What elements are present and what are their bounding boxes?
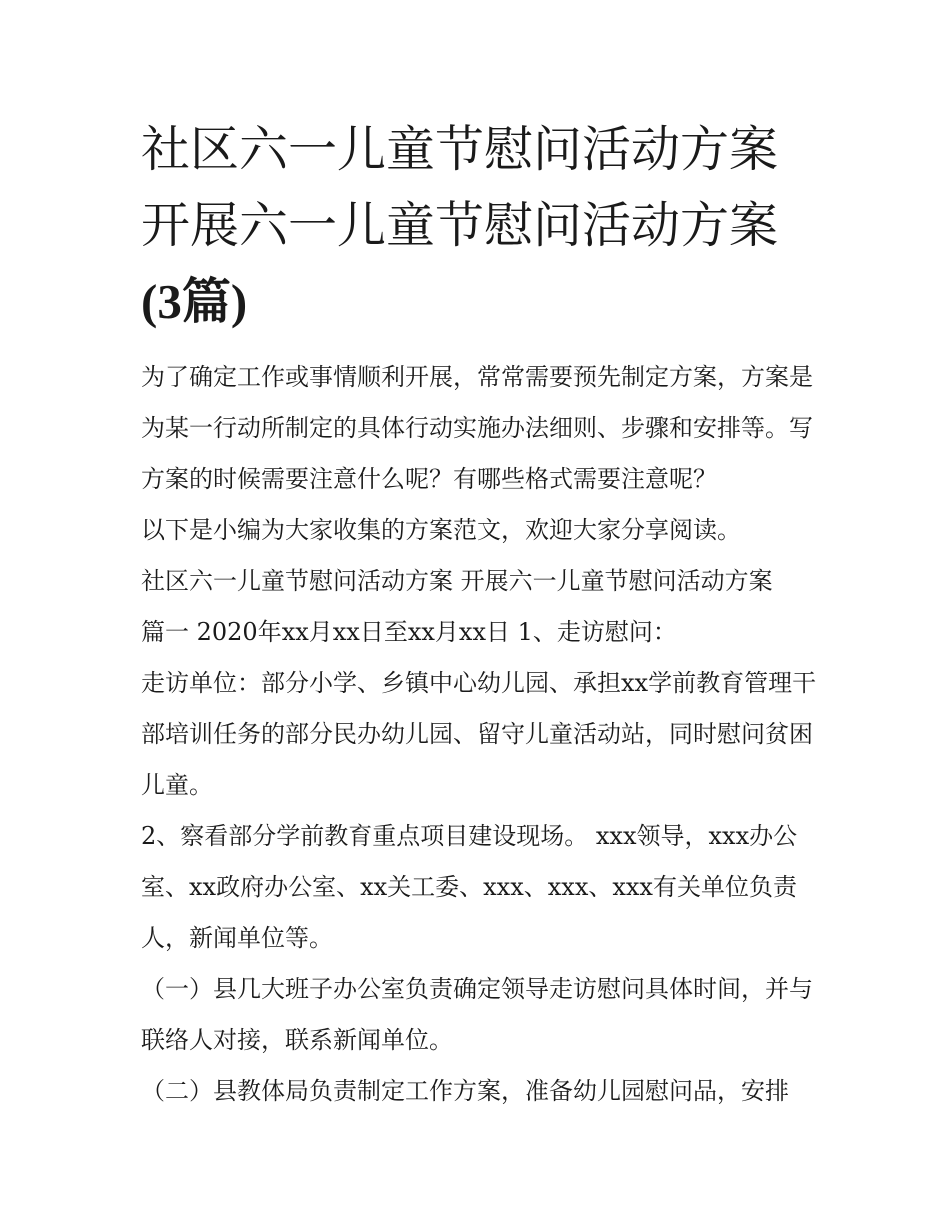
paragraph-item-two: （二）县教体局负责制定工作方案，准备幼儿园慰问品，安排 [141,1077,789,1105]
document-body [141,352,817,1117]
title-line-1: 社区六一儿童节慰问活动方案 [141,121,779,178]
paragraph-intro: 为了确定工作或事情顺利开展，常常需要预先制定方案，方案是为某一行动所制定的具体行动实施办法细则、步骤和安排等。写方案的时候需要注意什么呢？有哪些格式需要注意呢？ [141,363,813,493]
title-line-3: (3篇) [141,274,248,329]
title-line-2: 开展六一儿童节慰问活动方案 [141,197,779,254]
paragraph-visit-units: 走访单位：部分小学、乡镇中心幼儿园、承担xx学前教育管理干部培训任务的部分民办幼儿园、留守儿童活动站，同时慰问贫困儿童。 [141,669,817,799]
document-title [141,112,817,340]
paragraph-collection-note: 以下是小编为大家收集的方案范文，欢迎大家分享阅读。 [141,516,741,544]
paragraph-section-one: 篇一 2020年xx月xx日至xx月xx日 1、走访慰问： [141,618,677,646]
paragraph-item-one: （一）县几大班子办公室负责确定领导走访慰问具体时间，并与联络人对接，联系新闻单位。 [141,975,813,1054]
paragraph-subtitle: 社区六一儿童节慰问活动方案 开展六一儿童节慰问活动方案 [141,567,773,595]
paragraph-site-inspection: 2、察看部分学前教育重点项目建设现场。 xxx领导，xxx办公室、xx政府办公室、xx关工委、xxx、xxx、xxx有关单位负责人，新闻单位等。 [141,822,798,952]
document-page [141,112,817,1117]
